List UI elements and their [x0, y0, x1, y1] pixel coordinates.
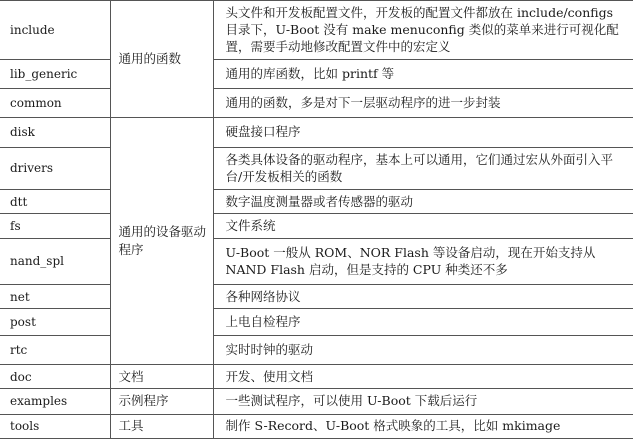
directory-name: fs [0, 214, 110, 238]
description-cell: 各类具体设备的驱动程序，基本上可以通用，它们通过宏从外面引入平台/开发板相关的函数 [213, 147, 633, 189]
directory-name: include [0, 1, 110, 60]
table-row [0, 238, 633, 285]
directory-name: common [0, 88, 110, 117]
category-cell [110, 118, 213, 365]
table-row [0, 389, 633, 414]
directory-name: nand_spl [0, 238, 110, 285]
table-row [0, 214, 633, 238]
table-row [0, 59, 633, 88]
directory-name: tools [0, 414, 110, 438]
table-row [0, 335, 633, 364]
description-cell: 头文件和开发板配置文件，开发板的配置文件都放在 include/configs 目录下，U-Boot 没有 make menuconfig 类似的菜单来进行可视化配置，需要手动地修改配置文件中的宏定义 [213, 1, 633, 60]
category-cell: 文档 [110, 365, 213, 389]
description-cell: 通用的函数，多是对下一层驱动程序的进一步封装 [213, 88, 633, 117]
directory-name: examples [0, 389, 110, 414]
table-row [0, 414, 633, 438]
table-row [0, 118, 633, 147]
description-cell: 开发、使用文档 [213, 365, 633, 389]
category-cell: 工具 [110, 414, 213, 438]
description-cell: 通用的库函数，比如 printf 等 [213, 59, 633, 88]
table-row [0, 147, 633, 189]
description-cell: 实时时钟的驱动 [213, 335, 633, 364]
table-row [0, 88, 633, 117]
category-label: 通用的函数 [118, 51, 182, 67]
directory-name: disk [0, 118, 110, 147]
directory-name: doc [0, 365, 110, 389]
directory-name: drivers [0, 147, 110, 189]
description-cell: 制作 S-Record、U-Boot 格式映象的工具，比如 mkimage [213, 414, 633, 438]
description-cell: 文件系统 [213, 214, 633, 238]
description-cell: 数字温度测量器或者传感器的驱动 [213, 190, 633, 214]
description-cell: 一些测试程序，可以使用 U-Boot 下载后运行 [213, 389, 633, 414]
description-cell: 各种网络协议 [213, 285, 633, 309]
table-row [0, 365, 633, 389]
directory-name: post [0, 309, 110, 335]
table-row [0, 1, 633, 60]
directory-name: rtc [0, 335, 110, 364]
directory-name: dtt [0, 190, 110, 214]
category-label: 通用的设备驱动程序 [118, 224, 207, 258]
category-cell [110, 1, 213, 118]
table-row [0, 190, 633, 214]
directory-name: net [0, 285, 110, 309]
description-cell: U-Boot 一般从 ROM、NOR Flash 等设备启动，现在开始支持从 NAND Flash 启动，但是支持的 CPU 种类还不多 [213, 238, 633, 285]
table-row [0, 285, 633, 309]
category-cell: 示例程序 [110, 389, 213, 414]
description-cell: 硬盘接口程序 [213, 118, 633, 147]
table-row [0, 309, 633, 335]
description-cell: 上电自检程序 [213, 309, 633, 335]
directory-name: lib_generic [0, 59, 110, 88]
